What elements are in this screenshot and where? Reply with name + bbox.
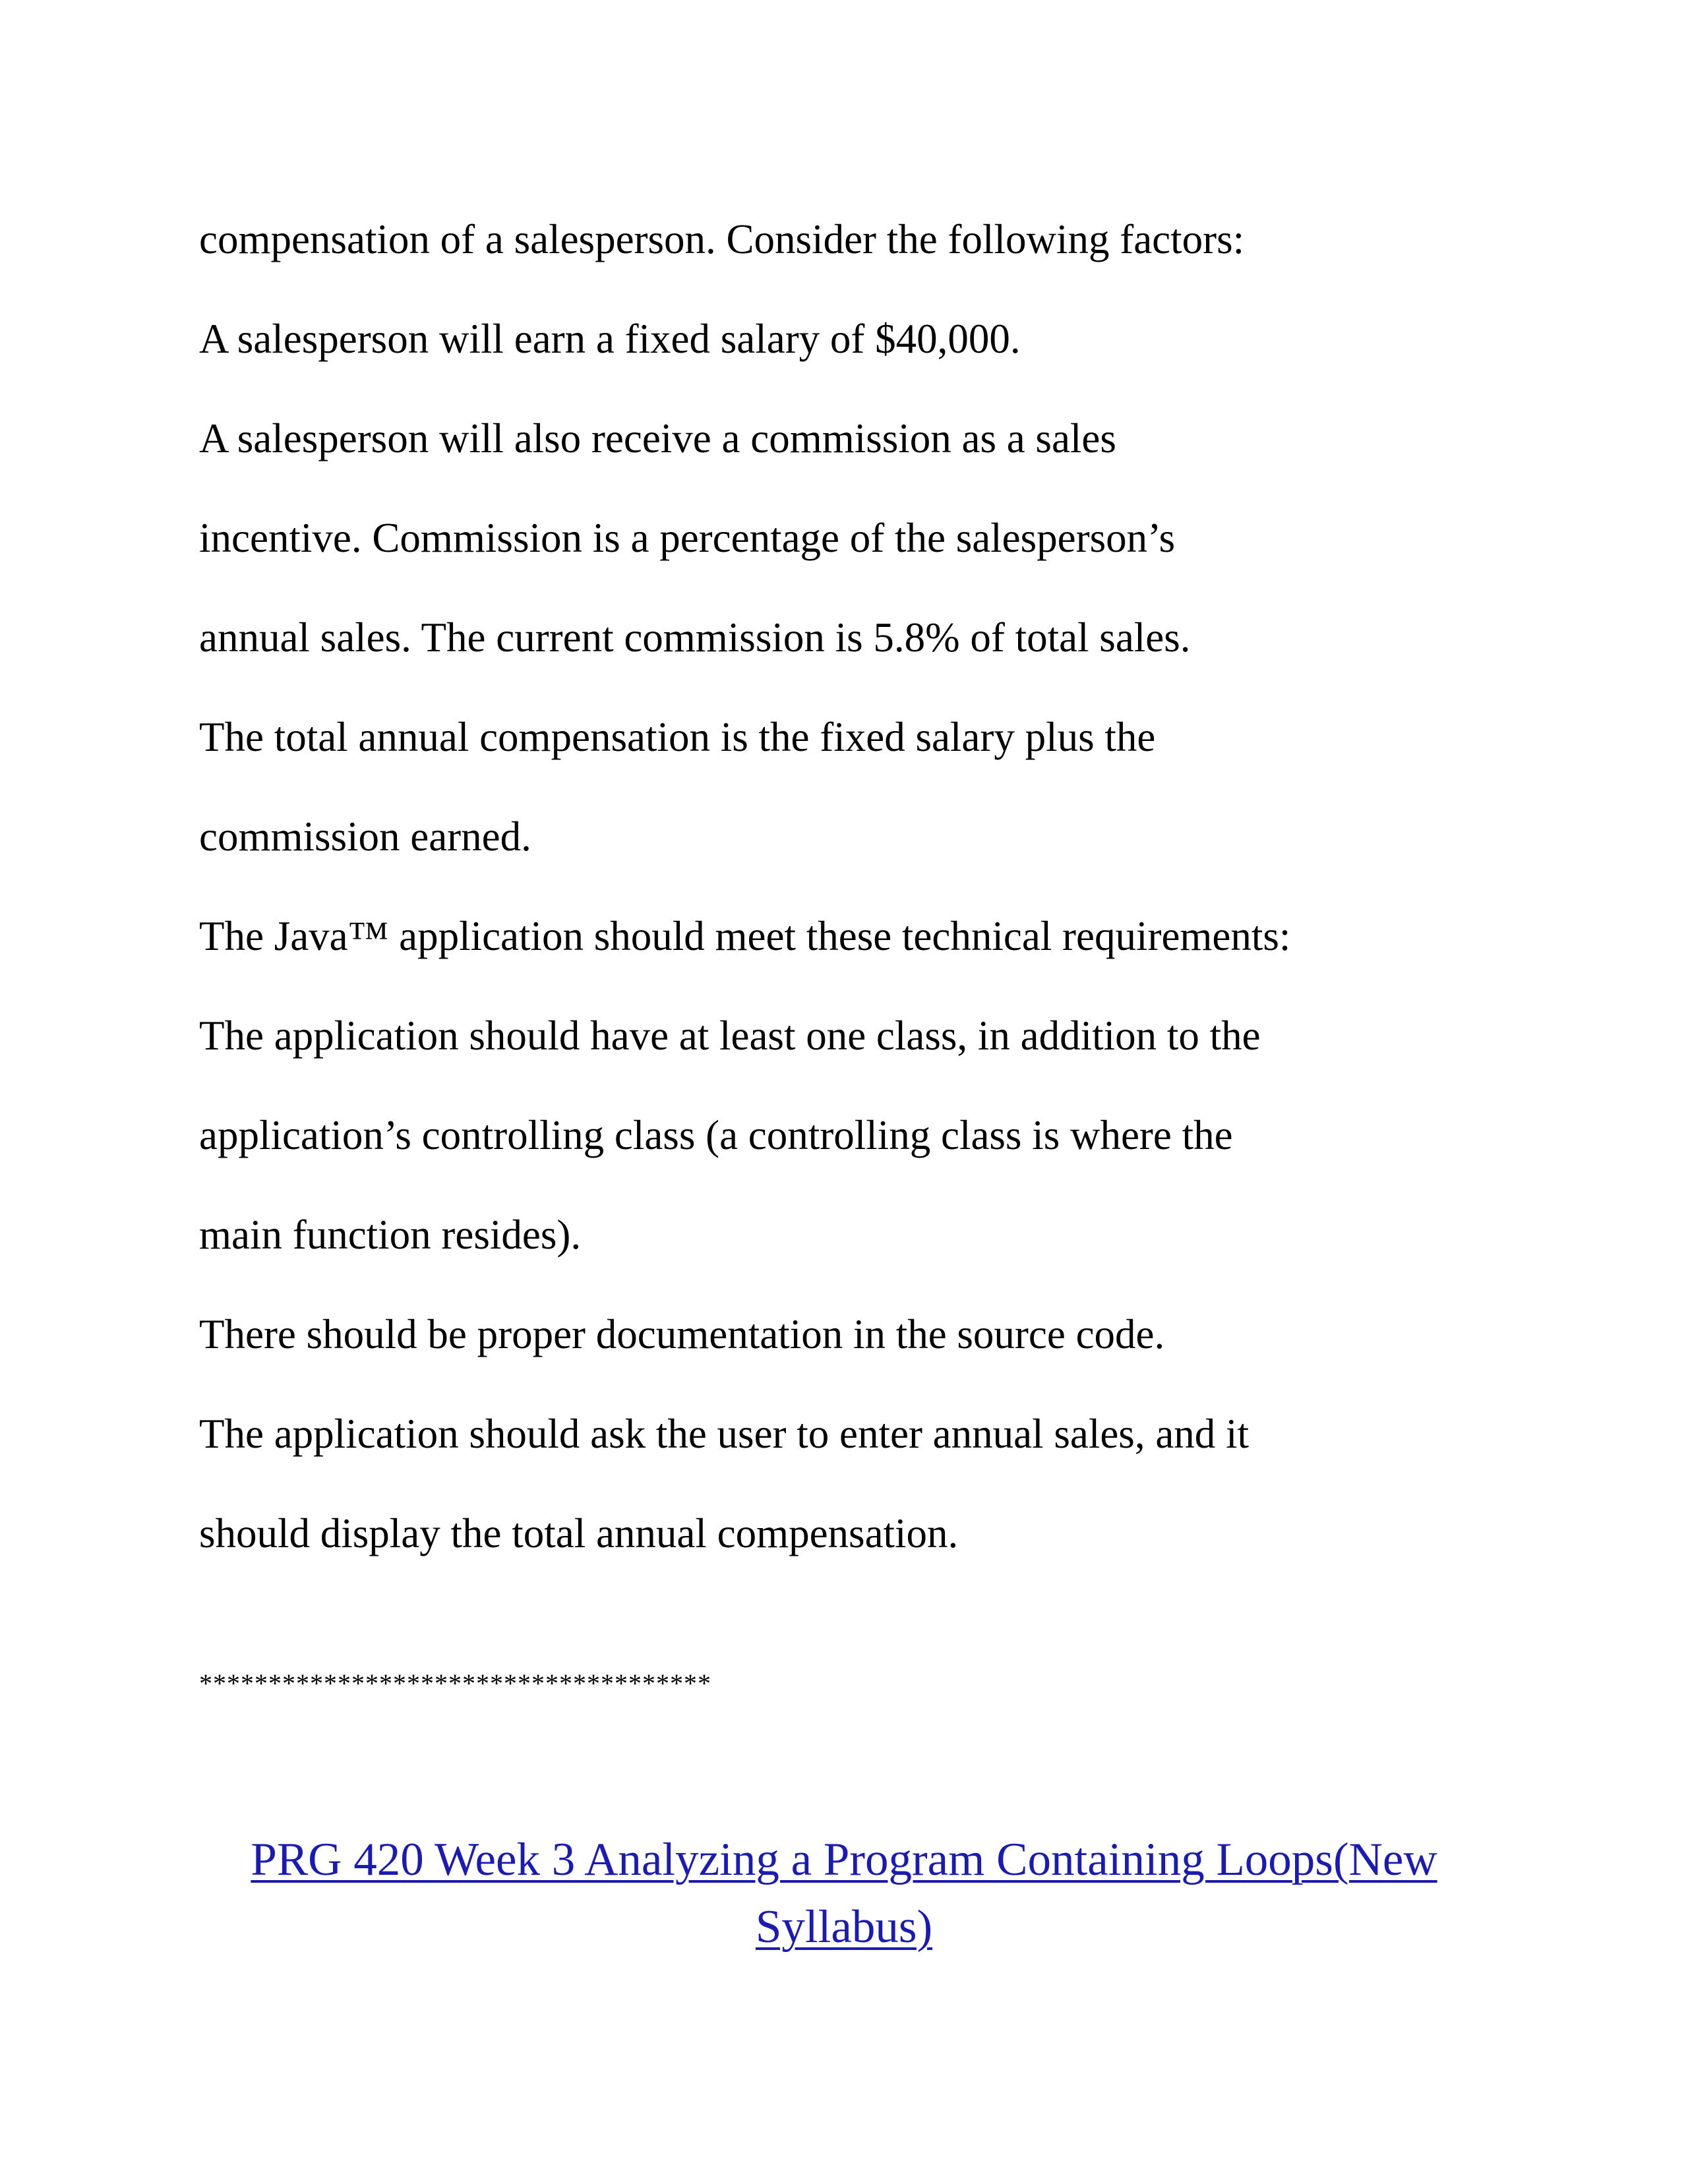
text-line: A salesperson will earn a fixed salary of $40,000. (199, 316, 1021, 362)
text-line: There should be proper documentation in the source code. (199, 1311, 1165, 1357)
text-line: should display the total annual compensation. (199, 1510, 959, 1556)
course-link-block (0, 1826, 1688, 1961)
text-line: The application should have at least one class, in addition to the (199, 1013, 1261, 1059)
text-line: The application should ask the user to enter annual sales, and it (199, 1411, 1250, 1457)
text-line: commission earned. (199, 813, 531, 860)
text-line: main function resides). (199, 1212, 582, 1258)
text-line: A salesperson will also receive a commission as a sales (199, 415, 1116, 461)
course-link-line-1[interactable]: PRG 420 Week 3 Analyzing a Program Containing Loops(New (251, 1834, 1437, 1885)
body-text (199, 190, 1518, 1583)
text-line: compensation of a salesperson. Consider the following factors: (199, 216, 1245, 262)
text-line: The Java™ application should meet these technical requirements: (199, 913, 1291, 959)
course-link-line-2[interactable]: Syllabus) (755, 1901, 933, 1953)
course-link[interactable] (251, 1834, 1437, 1953)
text-line: annual sales. The current commission is 5.8% of total sales. (199, 614, 1191, 661)
asterisk-separator: ************************************* (199, 1668, 711, 1698)
text-line: incentive. Commission is a percentage of the salesperson’s (199, 515, 1176, 561)
text-line: application’s controlling class (a controlling class is where the (199, 1112, 1233, 1158)
text-line: The total annual compensation is the fixed salary plus the (199, 714, 1156, 760)
